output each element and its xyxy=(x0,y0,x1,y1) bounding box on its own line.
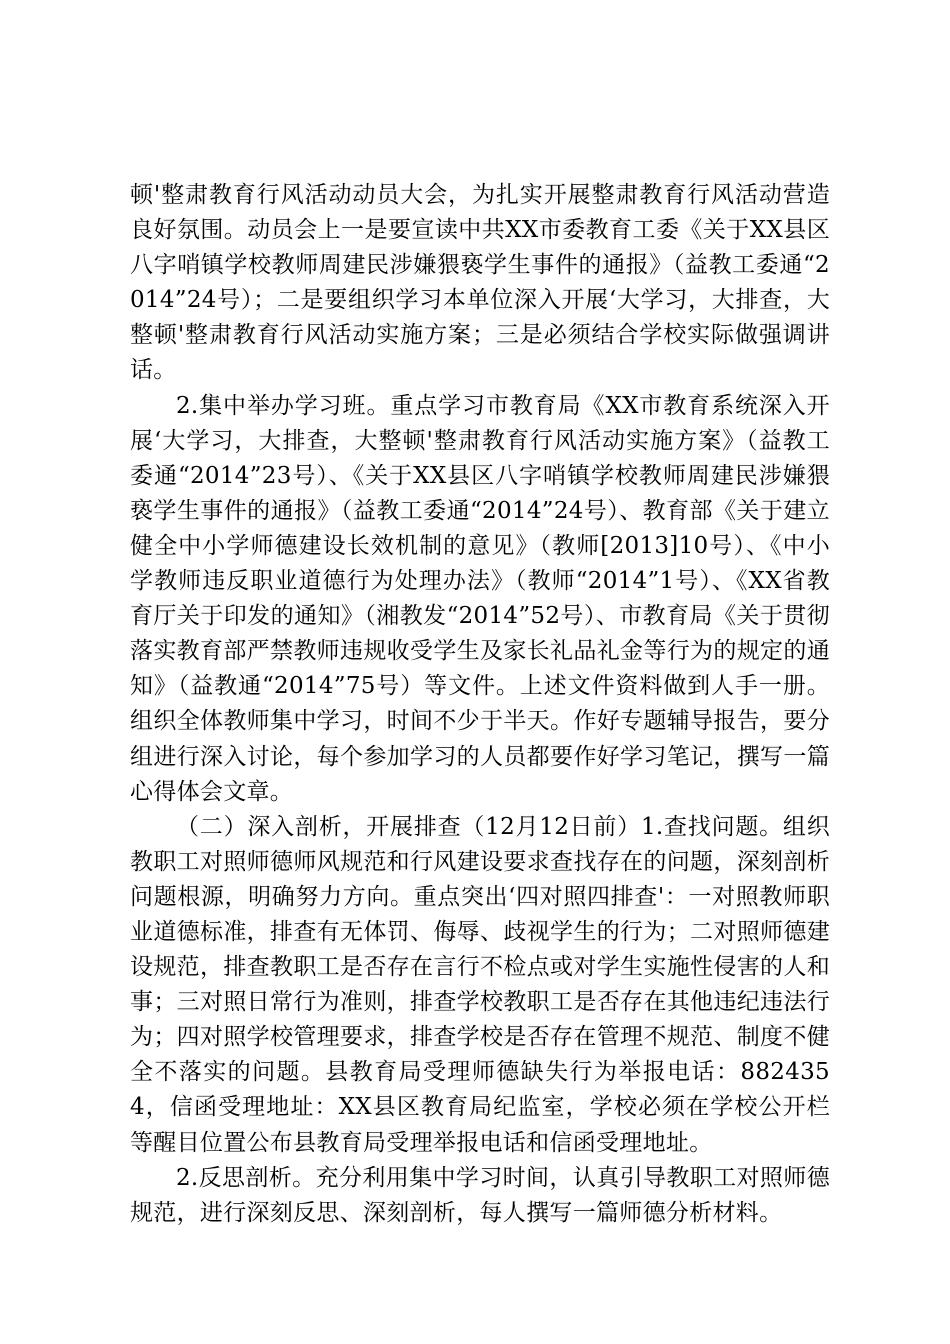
document-body xyxy=(130,178,830,1231)
paragraph-1: 顿'整肃教育行风活动动员大会，为扎实开展整肃教育行风活动营造良好氛围。动员会上一是要宣读中共XX市委教育工委《关于XX县区八字哨镇学校教师周建民涉嫌猥亵学生事件的通报》（益教工委通“2014”24号）；二是要组织学习本单位深入开展‘大学习，大排查，大整顿'整肃教育行风活动实施方案；三是必须结合学校实际做强调讲话。 xyxy=(130,182,830,384)
paragraph-3: （二）深入剖析，开展排查（12月12日前）1.查找问题。组织教职工对照师德师风规范和行风建设要求查找存在的问题，深刻剖析问题根源，明确努力方向。重点突出‘四对照四排查'：一对照教师职业道德标准，排查有无体罚、侮辱、歧视学生的行为；二对照师德建设规范，排查教职工是否存在言行不检点或对学生实施性侵害的人和事；三对照日常行为准则，排查学校教职工是否存在其他违纪违法行为；四对照学校管理要求，排查学校是否存在管理不规范、制度不健全不落实的问题。县教育局受理师德缺失行为举报电话：8824354，信函受理地址：XX县区教育局纪监室，学校必须在学校公开栏等醒目位置公布县教育局受理举报电话和信函受理地址。 xyxy=(130,813,830,1156)
paragraph-4: 2.反思剖析。充分利用集中学习时间，认真引导教职工对照师德规范，进行深刻反思、深刻剖析，每人撰写一篇师德分析材料。 xyxy=(130,1164,830,1226)
paragraph-2: 2.集中举办学习班。重点学习市教育局《XX市教育系统深入开展‘大学习，大排查，大整顿'整肃教育行风活动实施方案》（益教工委通“2014”23号）、《关于XX县区八字哨镇学校教师周建民涉嫌猥亵学生事件的通报》（益教工委通“2014”24号）、教育部《关于建立健全中小学师德建设长效机制的意见》（教师[2013]10号）、《中小学教师违反职业道德行为处理办法》（教师“2014”1号）、《XX省教育厅关于印发的通知》（湘教发“2014”52号）、市教育局《关于贯彻落实教育部严禁教师违规收受学生及家长礼品礼金等行为的规定的通知》（益教通“2014”75号）等文件。上述文件资料做到人手一册。组织全体教师集中学习，时间不少于半天。作好专题辅导报告，要分组进行深入讨论，每个参加学习的人员都要作好学习笔记，撰写一篇心得体会文章。 xyxy=(130,392,830,805)
